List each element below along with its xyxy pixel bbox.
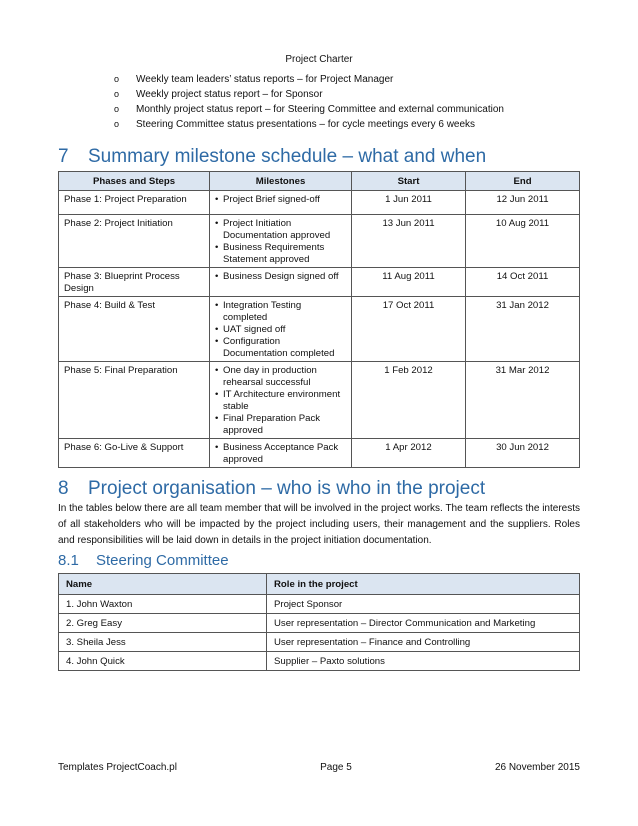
end-cell: 10 Aug 2011 bbox=[466, 215, 580, 268]
section-number: 8 bbox=[58, 478, 69, 499]
table-header-row bbox=[59, 574, 580, 595]
list-item bbox=[114, 72, 504, 87]
table-row bbox=[59, 191, 580, 215]
list-item-text: Monthly project status report – for Steering Committee and external communication bbox=[136, 104, 504, 115]
start-cell: 1 Apr 2012 bbox=[352, 439, 466, 468]
start-cell: 11 Aug 2011 bbox=[352, 268, 466, 297]
table-row bbox=[59, 595, 580, 614]
end-cell: 30 Jun 2012 bbox=[466, 439, 580, 468]
section-title: Steering Committee bbox=[96, 552, 229, 569]
column-header-start: Start bbox=[352, 172, 466, 191]
table-row bbox=[59, 652, 580, 671]
section-title: Project organisation – who is who in the project bbox=[88, 478, 486, 499]
column-header-role: Role in the project bbox=[267, 574, 580, 595]
milestones-cell bbox=[210, 191, 352, 215]
list-item bbox=[114, 87, 504, 102]
table-row bbox=[59, 362, 580, 439]
member-name-cell: 4. John Quick bbox=[59, 652, 267, 671]
milestone-item bbox=[215, 336, 346, 360]
table-header-row bbox=[59, 172, 580, 191]
member-name-cell: 2. Greg Easy bbox=[59, 614, 267, 633]
phase-cell: Phase 6: Go-Live & Support bbox=[59, 439, 210, 468]
milestone-text: Project Initiation Documentation approved bbox=[223, 218, 331, 241]
member-role-cell: Project Sponsor bbox=[267, 595, 580, 614]
bullet-marker: o bbox=[114, 119, 120, 129]
milestone-item bbox=[215, 194, 346, 206]
member-name-cell: 1. John Waxton bbox=[59, 595, 267, 614]
bullet-marker: o bbox=[114, 89, 120, 99]
table-row bbox=[59, 297, 580, 362]
milestone-item bbox=[215, 300, 346, 324]
list-item bbox=[114, 117, 504, 132]
list-item-text: Weekly project status report – for Sponsor bbox=[136, 89, 323, 100]
table-row bbox=[59, 268, 580, 297]
status-report-list bbox=[114, 72, 504, 132]
member-role-cell: User representation – Director Communication and Marketing bbox=[267, 614, 580, 633]
bullet-icon: • bbox=[215, 442, 219, 453]
bullet-marker: o bbox=[114, 104, 120, 114]
phase-cell: Phase 2: Project Initiation bbox=[59, 215, 210, 268]
section-8-heading bbox=[58, 478, 485, 500]
milestones-cell bbox=[210, 215, 352, 268]
milestone-text: IT Architecture environment stable bbox=[223, 389, 341, 412]
steering-committee-table bbox=[58, 573, 580, 671]
milestone-table bbox=[58, 171, 580, 468]
section-number: 8.1 bbox=[58, 552, 79, 569]
member-role-cell: User representation – Finance and Controlling bbox=[267, 633, 580, 652]
bullet-icon: • bbox=[215, 365, 219, 376]
milestone-text: Business Design signed off bbox=[223, 271, 339, 282]
milestone-text: One day in production rehearsal successful bbox=[223, 365, 317, 388]
milestone-text: UAT signed off bbox=[223, 324, 286, 335]
bullet-icon: • bbox=[215, 336, 219, 347]
milestone-item bbox=[215, 218, 346, 242]
milestone-text: Configuration Documentation completed bbox=[223, 336, 335, 359]
section-8-1-heading bbox=[58, 552, 229, 569]
page-header-title: Project Charter bbox=[285, 54, 353, 65]
milestone-item bbox=[215, 442, 346, 466]
end-cell: 12 Jun 2011 bbox=[466, 191, 580, 215]
bullet-icon: • bbox=[215, 242, 219, 253]
phase-cell: Phase 3: Blueprint Process Design bbox=[59, 268, 210, 297]
member-name-cell: 3. Sheila Jess bbox=[59, 633, 267, 652]
bullet-icon: • bbox=[215, 300, 219, 311]
phase-cell: Phase 1: Project Preparation bbox=[59, 191, 210, 215]
milestones-cell bbox=[210, 268, 352, 297]
start-cell: 1 Jun 2011 bbox=[352, 191, 466, 215]
start-cell: 17 Oct 2011 bbox=[352, 297, 466, 362]
bullet-marker: o bbox=[114, 74, 120, 84]
milestone-item bbox=[215, 271, 346, 283]
column-header-milestones: Milestones bbox=[210, 172, 352, 191]
table-row bbox=[59, 614, 580, 633]
list-item bbox=[114, 102, 504, 117]
milestone-item bbox=[215, 365, 346, 389]
table-row bbox=[59, 215, 580, 268]
milestone-item bbox=[215, 413, 346, 437]
milestone-item bbox=[215, 389, 346, 413]
bullet-icon: • bbox=[215, 389, 219, 400]
section-number: 7 bbox=[58, 146, 69, 167]
bullet-icon: • bbox=[215, 194, 219, 205]
milestone-text: Business Acceptance Pack approved bbox=[223, 442, 339, 465]
milestone-item bbox=[215, 324, 346, 336]
column-header-name: Name bbox=[59, 574, 267, 595]
start-cell: 1 Feb 2012 bbox=[352, 362, 466, 439]
milestones-cell bbox=[210, 439, 352, 468]
end-cell: 31 Jan 2012 bbox=[466, 297, 580, 362]
section-8-paragraph: In the tables below there are all team member that will be involved in the project works. The team reflects the interests of all stakeholders who will be impacted by the project including users, their management and the suppliers. Roles and responsibilities will be laid down in details in the project initiation documentation. bbox=[58, 503, 580, 546]
phase-cell: Phase 5: Final Preparation bbox=[59, 362, 210, 439]
section-7-heading bbox=[58, 146, 486, 168]
list-item-text: Steering Committee status presentations – for cycle meetings every 6 weeks bbox=[136, 119, 476, 130]
column-header-end: End bbox=[466, 172, 580, 191]
milestone-text: Integration Testing completed bbox=[223, 300, 302, 323]
table-row bbox=[59, 439, 580, 468]
start-cell: 13 Jun 2011 bbox=[352, 215, 466, 268]
table-row bbox=[59, 633, 580, 652]
page-footer bbox=[58, 762, 580, 773]
phase-cell: Phase 4: Build & Test bbox=[59, 297, 210, 362]
milestone-text: Project Brief signed-off bbox=[223, 194, 320, 205]
footer-page-number: Page 5 bbox=[320, 762, 352, 773]
milestones-cell bbox=[210, 362, 352, 439]
footer-source: Templates ProjectCoach.pl bbox=[58, 762, 177, 773]
member-role-cell: Supplier – Paxto solutions bbox=[267, 652, 580, 671]
milestones-cell bbox=[210, 297, 352, 362]
milestone-text: Business Requirements Statement approved bbox=[223, 242, 325, 265]
section-title: Summary milestone schedule – what and when bbox=[88, 146, 487, 167]
column-header-phases: Phases and Steps bbox=[59, 172, 210, 191]
milestone-text: Final Preparation Pack approved bbox=[223, 413, 321, 436]
bullet-icon: • bbox=[215, 218, 219, 229]
milestone-item bbox=[215, 242, 346, 266]
end-cell: 31 Mar 2012 bbox=[466, 362, 580, 439]
bullet-icon: • bbox=[215, 413, 219, 424]
bullet-icon: • bbox=[215, 324, 219, 335]
end-cell: 14 Oct 2011 bbox=[466, 268, 580, 297]
list-item-text: Weekly team leaders’ status reports – for Project Manager bbox=[136, 74, 394, 85]
bullet-icon: • bbox=[215, 271, 219, 282]
footer-date: 26 November 2015 bbox=[494, 762, 580, 773]
